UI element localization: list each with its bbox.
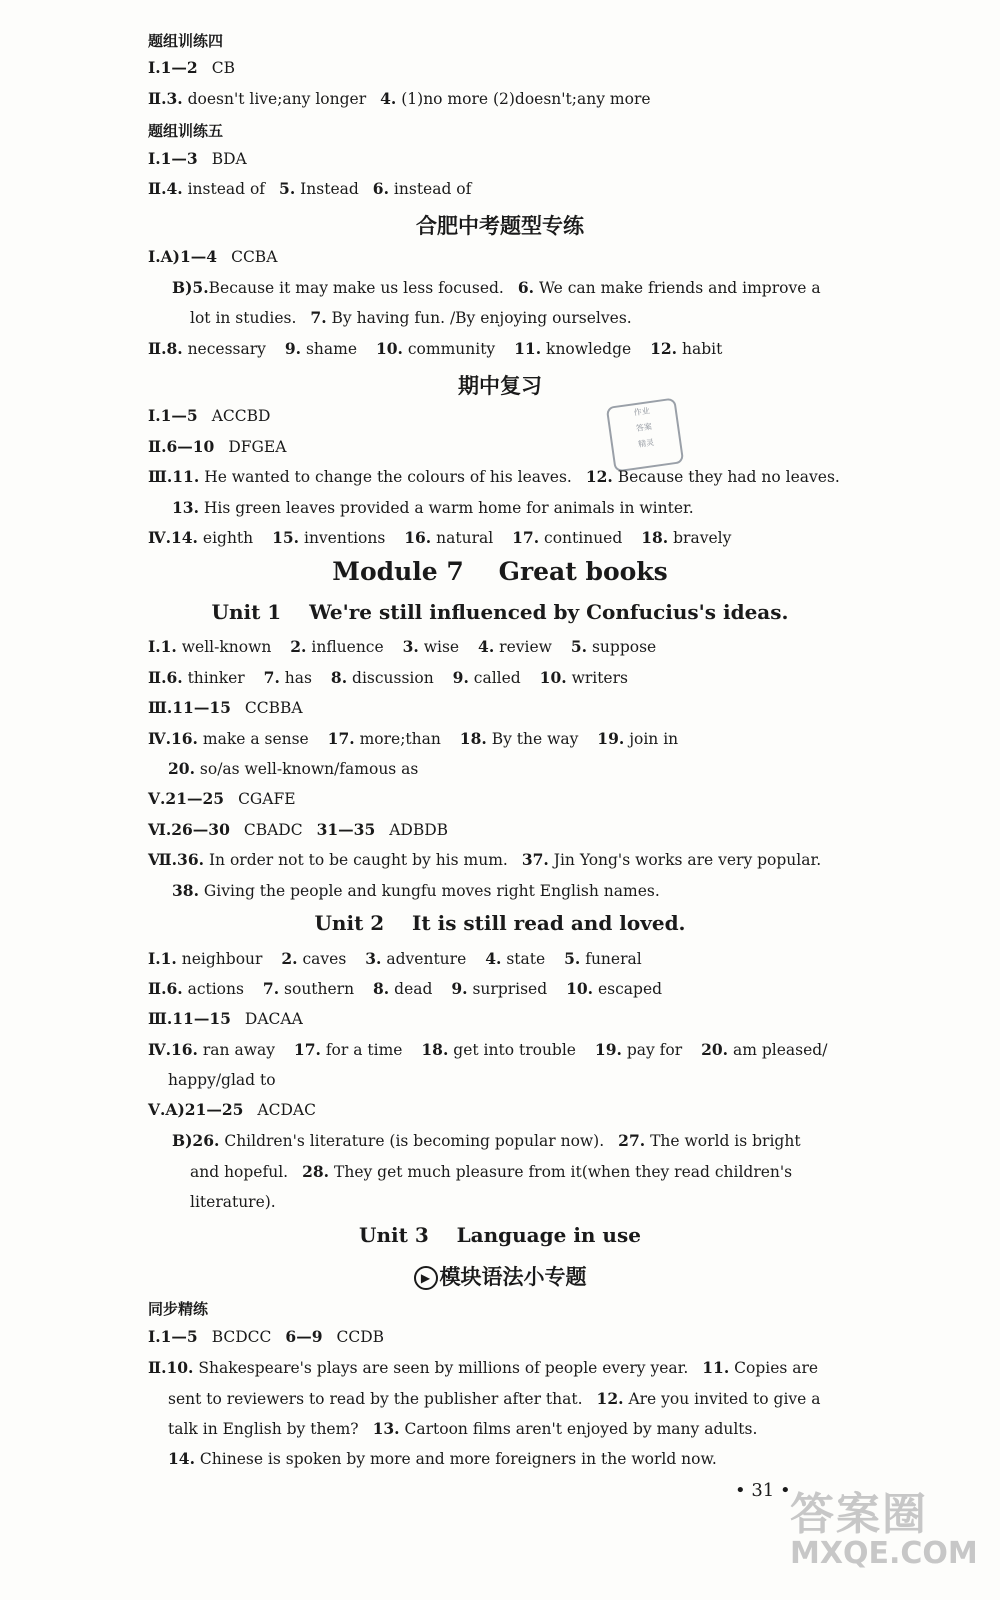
answer-line: happy/glad to	[168, 1071, 276, 1089]
section-label-group4: 题组训练四	[148, 32, 224, 50]
play-icon: ▶	[414, 1266, 438, 1290]
unit3-title: Unit 3 Language in use	[359, 1223, 641, 1247]
answer-line: Ⅰ.1—5 BCDCC 6—9 CCDB	[148, 1327, 385, 1346]
answer-line: Ⅶ.36. In order not to be caught by his mum. 37. Jin Yong's works are very popular.	[148, 850, 822, 869]
unit1-title: Unit 1 We're still influenced by Confucius's ideas.	[211, 600, 789, 624]
answer-line: 38. Giving the people and kungfu moves right English names.	[172, 881, 660, 900]
answer-line: 14. Chinese is spoken by more and more foreigners in the world now.	[168, 1449, 717, 1468]
heading-grammar-topic: ▶ 模块语法小专题	[0, 1261, 1000, 1291]
answer-line: Ⅴ.A)21—25 ACDAC	[148, 1100, 316, 1119]
answer-line: 13. His green leaves provided a warm home for animals in winter.	[172, 498, 694, 517]
answer-line: Ⅱ.4. instead of 5. Instead 6. instead of	[148, 179, 472, 198]
answer-line: B)26. Children's literature (is becoming popular now). 27. The world is bright	[172, 1131, 801, 1150]
page-number: • 31 •	[735, 1480, 791, 1501]
answer-line: Ⅰ.1. well-known 2. influence 3. wise 4. review 5. suppose	[148, 637, 657, 656]
stamp-seal: 作业 答案 精灵	[606, 397, 685, 472]
answer-line: Ⅴ.21—25 CGAFE	[148, 789, 296, 808]
answer-line: and hopeful. 28. They get much pleasure from it(when they read children's	[190, 1162, 793, 1181]
answer-line: Ⅱ.6. thinker 7. has 8. discussion 9. called 10. writers	[148, 668, 628, 687]
answer-line: Ⅰ.1—5 ACCBD	[148, 406, 271, 425]
answer-line: B)5.Because it may make us less focused. 6. We can make friends and improve a	[172, 278, 821, 297]
answer-line: Ⅰ.1—2 CB	[148, 58, 235, 77]
answer-line: Ⅱ.6—10 DFGEA	[148, 437, 287, 456]
answer-line: Ⅵ.26—30 CBADC 31—35 ADBDB	[148, 820, 449, 839]
answer-line: Ⅱ.10. Shakespeare's plays are seen by millions of people every year. 11. Copies are	[148, 1358, 819, 1377]
answer-line: Ⅰ.A)1—4 CCBA	[148, 247, 278, 266]
watermark-logo: 答案圈 MXQE.COM	[790, 1489, 978, 1571]
section-label-practice: 同步精练	[148, 1300, 209, 1318]
heading-hefei-practice: 合肥中考题型专练	[416, 214, 584, 238]
answer-line: Ⅲ.11—15 CCBBA	[148, 698, 303, 717]
answer-line: Ⅳ.14. eighth 15. inventions 16. natural 17. continued 18. bravely	[148, 528, 732, 547]
answer-line: Ⅳ.16. make a sense 17. more;than 18. By the way 19. join in	[148, 729, 679, 748]
answer-line: literature).	[190, 1193, 276, 1211]
answer-line: talk in English by them? 13. Cartoon films aren't enjoyed by many adults.	[168, 1419, 758, 1438]
answer-line: Ⅰ.1—3 BDA	[148, 149, 247, 168]
answer-line: Ⅲ.11. He wanted to change the colours of his leaves. 12. Because they had no leaves.	[148, 467, 840, 486]
section-label-group5: 题组训练五	[148, 122, 224, 140]
unit2-title: Unit 2 It is still read and loved.	[314, 911, 686, 935]
answer-line: lot in studies. 7. By having fun. /By enjoying ourselves.	[190, 308, 632, 327]
answer-line: Ⅳ.16. ran away 17. for a time 18. get into trouble 19. pay for 20. am pleased/	[148, 1040, 828, 1059]
answer-line: Ⅰ.1. neighbour 2. caves 3. adventure 4. state 5. funeral	[148, 949, 642, 968]
answer-line: Ⅱ.8. necessary 9. shame 10. community 11. knowledge 12. habit	[148, 339, 723, 358]
answer-line: Ⅱ.6. actions 7. southern 8. dead 9. surprised 10. escaped	[148, 979, 663, 998]
answer-line: Ⅱ.3. doesn't live;any longer 4. (1)no more (2)doesn't;any more	[148, 89, 651, 108]
answer-line: Ⅲ.11—15 DACAA	[148, 1009, 303, 1028]
heading-midterm-review: 期中复习	[458, 374, 542, 398]
module-title: Module 7 Great books	[332, 557, 668, 586]
answer-line: 20. so/as well-known/famous as	[168, 759, 419, 778]
answer-line: sent to reviewers to read by the publisher after that. 12. Are you invited to give a	[168, 1389, 821, 1408]
